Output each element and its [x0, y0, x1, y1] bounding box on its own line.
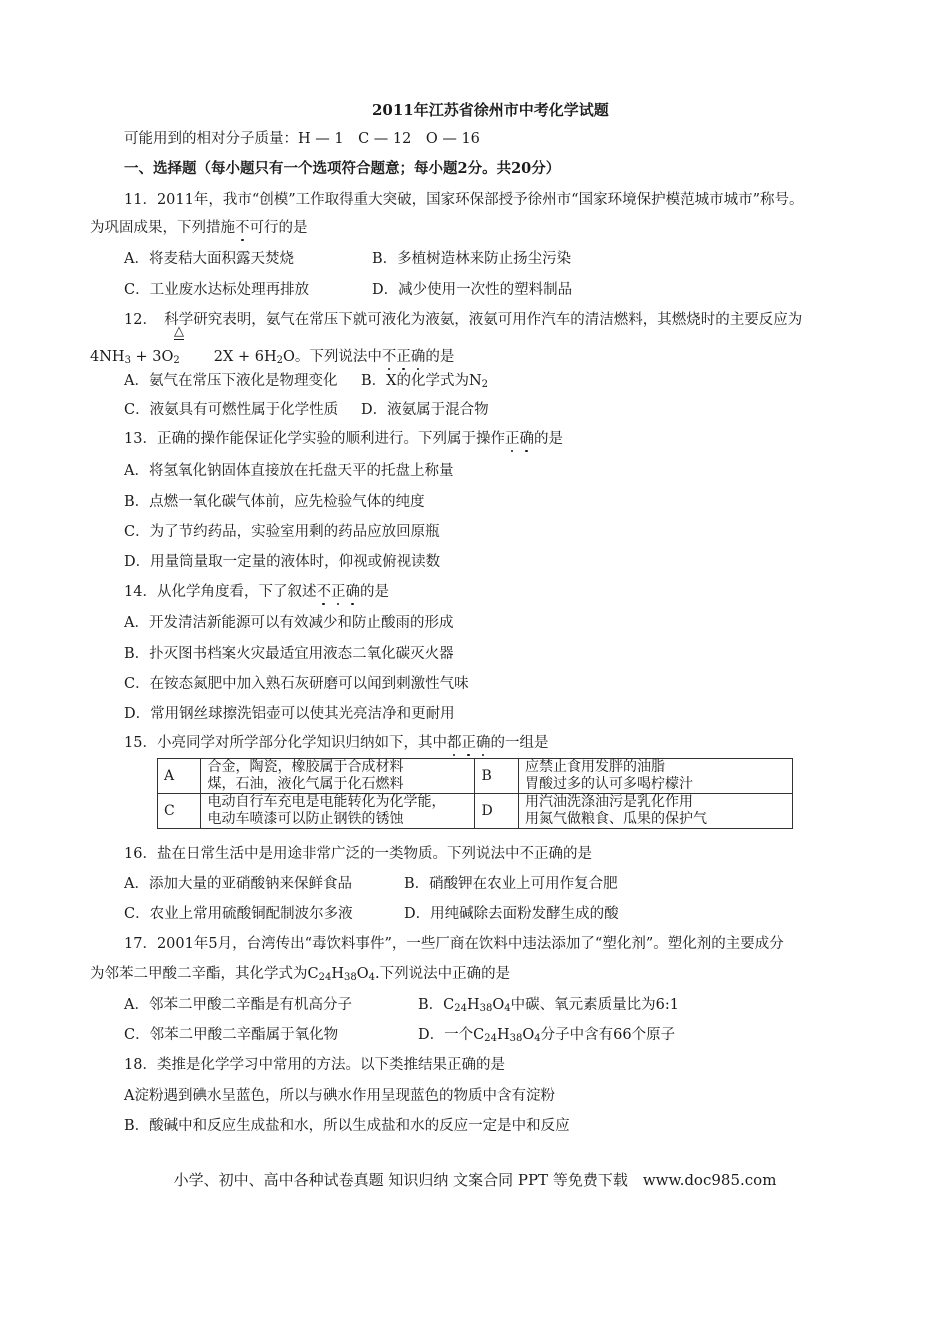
q11-stem-line1: 11．2011年，我市“创模”工作取得重大突破，国家环保部授予徐州市“国家环境保护模范城市城市”称号。 — [124, 192, 804, 208]
q17-stem-line2: 为邻苯二甲酸二辛酯，其化学式为$C_{24}H_{38}O_4$.下列说法中正确的是 — [90, 966, 511, 983]
atomic-masses: 可能用到的相对分子质量：H — 1 C — 12 O — 16 — [124, 131, 480, 147]
option-b-content: 应禁止食用发胖的油脂 胃酸过多的认可多喝柠檬汁 — [518, 759, 792, 794]
q17-option-a: A．邻苯二甲酸二辛酯是有机高分子 — [124, 997, 352, 1013]
q17-option-c: C．邻苯二甲酸二辛酯属于氧化物 — [124, 1027, 339, 1043]
option-d-content: 用汽油洗涤油污是乳化作用 用氮气做粮食、瓜果的保护气 — [518, 794, 792, 829]
q14-option-c: C．在铵态氮肥中加入熟石灰研磨可以闻到刺激性气味 — [124, 676, 469, 692]
q13-option-d: D．用量筒量取一定量的液体时，仰视或俯视读数 — [124, 554, 441, 570]
page-footer: 小学、初中、高中各种试卷真题 知识归纳 文案合同 PPT 等免费下载 www.doc985.com — [173, 1171, 777, 1189]
q14-option-a: A．开发清洁新能源可以有效减少和防止酸雨的形成 — [124, 615, 454, 631]
q16-option-b: B．硝酸钾在农业上可用作复合肥 — [404, 876, 618, 892]
q11-option-b: B．多植树造林来防止扬尘污染 — [372, 251, 572, 267]
option-key-b: B — [475, 759, 519, 794]
q14-option-d: D．常用钢丝球擦洗铝壶可以使其光亮洁净和更耐用 — [124, 706, 455, 722]
q15-stem: 15．小亮同学对所学部分化学知识归纳如下，其中都正确的一组是 — [124, 735, 549, 751]
option-key-a: A — [158, 759, 201, 794]
option-a-content: 合金，陶瓷，橡胶属于合成材料 煤，石油，液化气属于化石燃料 — [201, 759, 475, 794]
page-title: 2011年江苏省徐州市中考化学试题 — [372, 101, 609, 119]
q13-stem: 13．正确的操作能保证化学实验的顺利进行。下列属于操作正确的是 — [124, 431, 563, 447]
q17-option-d: D．一个$C_{24}H_{38}O_4$分子中含有66个原子 — [418, 1027, 676, 1044]
option-c-content: 电动自行车充电是电能转化为化学能， 电动车喷漆可以防止钢铁的锈蚀 — [201, 794, 475, 829]
q13-option-b: B．点燃一氧化碳气体前，应先检验气体的纯度 — [124, 494, 425, 510]
q18-stem: 18．类推是化学学习中常用的方法。以下类推结果正确的是 — [124, 1057, 505, 1073]
q13-option-c: C．为了节约药品，实验室用剩的药品应放回原瓶 — [124, 524, 440, 540]
q12-option-a: A．氨气在常压下液化是物理变化 — [124, 373, 338, 389]
q11-option-c: C．工业废水达标处理再排放 — [124, 282, 310, 298]
q11-option-a: A．将麦秸大面积露天焚烧 — [124, 251, 294, 267]
table-row — [158, 794, 793, 829]
q17-option-b: B．$C_{24}H_{38}O_4$中碳、氧元素质量比为6:1 — [418, 997, 679, 1014]
q11-option-d: D．减少使用一次性的塑料制品 — [372, 282, 573, 298]
q16-option-c: C．农业上常用硫酸铜配制波尔多液 — [124, 906, 353, 922]
q17-stem-line1: 17．2001年5月，台湾传出“毒饮料事件”，一些厂商在饮料中违法添加了“塑化剂”。塑化剂的主要成分 — [124, 936, 784, 952]
q11-stem-line2: 为巩固成果，下列措施不可行的是 — [90, 220, 308, 236]
q16-option-a: A．添加大量的亚硝酸钠来保鲜食品 — [124, 876, 352, 892]
q15-options-table — [157, 758, 793, 829]
heating-condition-symbol: △ — [174, 324, 184, 339]
q16-option-d: D．用纯碱除去面粉发酵生成的酸 — [404, 906, 619, 922]
option-key-d: D — [475, 794, 519, 829]
q16-stem: 16．盐在日常生活中是用途非常广泛的一类物质。下列说法中不正确的是 — [124, 846, 592, 862]
q12-option-b: B．X的化学式为$N_2$ — [361, 373, 489, 390]
table-row — [158, 759, 793, 794]
q14-stem: 14．从化学角度看，下了叙述不正确的是 — [124, 584, 389, 600]
q12-option-d: D．液氨属于混合物 — [361, 402, 489, 418]
q18-option-b: B．酸碱中和反应生成盐和水，所以生成盐和水的反应一定是中和反应 — [124, 1118, 570, 1134]
q12-stem-line1: 12． 科学研究表明，氨气在常压下就可液化为液氨，液氨可用作汽车的清洁燃料，其燃烧时的主要反应为 — [124, 312, 803, 328]
q13-option-a: A．将氢氧化钠固体直接放在托盘天平的托盘上称量 — [124, 463, 454, 479]
section-heading: 一、选择题（每小题只有一个选项符合题意；每小题2分。共20分） — [124, 160, 561, 177]
q14-option-b: B．扑灭图书档案火灾最适宜用液态二氧化碳灭火器 — [124, 646, 454, 662]
q12-option-c: C．液氨具有可燃性属于化学性质 — [124, 402, 339, 418]
q12-equation: $4NH_3 + 3O_2$ $2X + 6H_2O$。下列说法中不正确的是 — [90, 349, 455, 366]
q18-option-a: A淀粉遇到碘水呈蓝色，所以与碘水作用呈现蓝色的物质中含有淀粉 — [124, 1088, 555, 1104]
option-key-c: C — [158, 794, 201, 829]
